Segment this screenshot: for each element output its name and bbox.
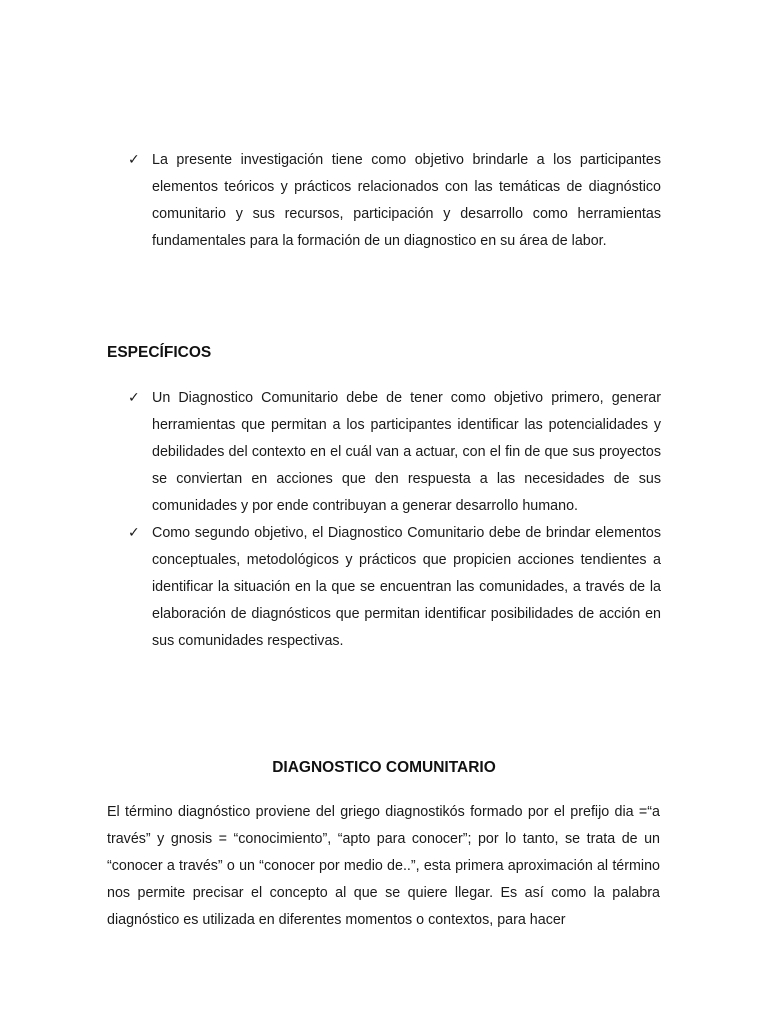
- list-item-text: La presente investigación tiene como objetivo brindarle a los participantes elementos teóricos y prácticos relacionados con las temáticas de diagnóstico comunitario y sus recursos, participación y desarrollo como herramientas fundamentales para la formación de un diagnostico en su área de labor.: [152, 152, 661, 249]
- intro-objectives-list: [128, 147, 661, 255]
- list-item: [128, 147, 661, 255]
- list-item: [128, 520, 661, 655]
- specific-objectives-list: [128, 385, 661, 655]
- section-heading-diagnostico: DIAGNOSTICO COMUNITARIO: [272, 759, 496, 776]
- body-paragraph: El término diagnóstico proviene del griego diagnostikós formado por el prefijo dia =“a través” y gnosis = “conocimiento”, “apto para conocer”; por lo tanto, se trata de un “conocer a través” o un “conocer por medio de..”, esta primera aproximación al término nos permite precisar el concepto al que se quiere llegar. Es así como la palabra diagnóstico es utilizada en diferentes momentos o contextos, para hacer: [107, 804, 660, 928]
- check-icon: ✓: [128, 390, 140, 406]
- check-icon: ✓: [128, 525, 140, 541]
- list-item-text: Como segundo objetivo, el Diagnostico Comunitario debe de brindar elementos conceptuales, metodológicos y prácticos que propicien acciones tendientes a identificar la situación en la que se encuentran las comunidades, a través de la elaboración de diagnósticos que permitan identificar posibilidades de acción en sus comunidades respectivas.: [152, 525, 661, 649]
- section-heading-especificos: ESPECÍFICOS: [107, 344, 212, 361]
- check-icon: ✓: [128, 152, 140, 168]
- list-item: [128, 385, 661, 520]
- list-item-text: Un Diagnostico Comunitario debe de tener como objetivo primero, generar herramientas que permitan a los participantes identificar las potencialidades y debilidades del contexto en el cuál van a actuar, con el fin de que sus proyectos se conviertan en acciones que den respuesta a las necesidades de sus comunidades y por ende contribuyan a generar desarrollo humano.: [152, 390, 661, 514]
